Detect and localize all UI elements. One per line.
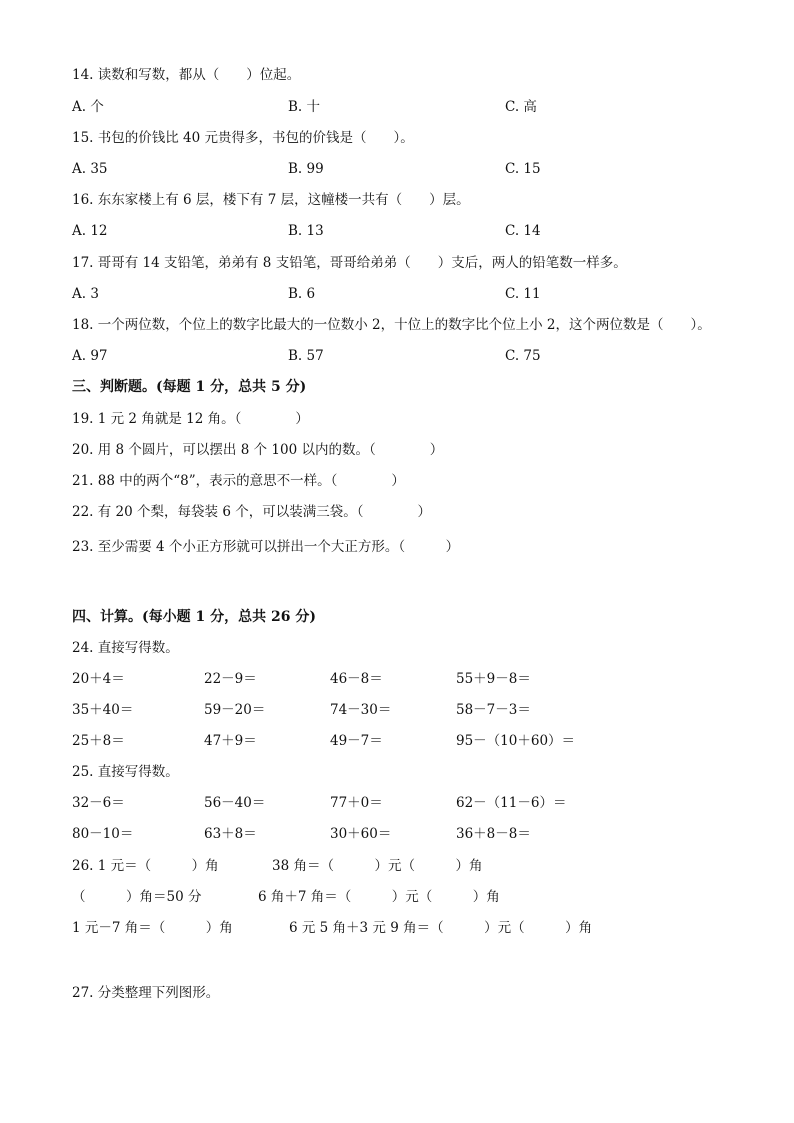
section-3-heading: 三、判断题。(每题 1 分，总共 5 分) [72, 379, 307, 395]
q25-expr: 30＋60＝ [330, 826, 392, 842]
q26-item: 6 元 5 角＋3 元 9 角＝（ ）元（ ）角 [289, 920, 593, 936]
question-27-label: 27. 分类整理下列图形。 [72, 985, 220, 1001]
question-18-stem: 18. 一个两位数，个位上的数字比最大的一位数小 2，十位上的数字比个位上小 2，这个两位数是（ ）。 [72, 317, 711, 333]
question-17-stem: 17. 哥哥有 14 支铅笔，弟弟有 8 支铅笔，哥哥给弟弟（ ）支后，两人的铅笔数一样多。 [72, 255, 627, 271]
question-14-option-b: B. 十 [288, 99, 321, 115]
q25-expr: 62－（11－6）＝ [456, 795, 567, 811]
q25-expr: 77＋0＝ [330, 795, 383, 811]
question-17-option-b: B. 6 [288, 286, 316, 302]
question-16-stem: 16. 东东家楼上有 6 层，楼下有 7 层，这幢楼一共有（ ）层。 [72, 192, 470, 208]
question-18-option-b: B. 57 [288, 348, 324, 364]
q24-expr: 46－8＝ [330, 671, 383, 687]
q26-item: 38 角＝（ ）元（ ）角 [272, 858, 483, 874]
q24-expr: 35＋40＝ [72, 702, 134, 718]
q24-expr: 55＋9－8＝ [456, 671, 531, 687]
q24-expr: 25＋8＝ [72, 733, 125, 749]
question-25-label: 25. 直接写得数。 [72, 764, 179, 780]
judgment-item-23: 23. 至少需要 4 个小正方形就可以拼出一个大正方形。（ ） [72, 539, 460, 555]
q25-expr: 36＋8－8＝ [456, 826, 531, 842]
q25-expr: 80－10＝ [72, 826, 134, 842]
q24-expr: 47＋9＝ [204, 733, 257, 749]
q25-expr: 63＋8＝ [204, 826, 257, 842]
q24-expr: 20＋4＝ [72, 671, 125, 687]
question-14-stem: 14. 读数和写数，都从（ ）位起。 [72, 67, 301, 83]
q25-expr: 56－40＝ [204, 795, 266, 811]
question-17-option-c: C. 11 [505, 286, 541, 302]
q24-expr: 22－9＝ [204, 671, 257, 687]
q24-expr: 49－7＝ [330, 733, 383, 749]
question-15-option-b: B. 99 [288, 161, 324, 177]
question-14-option-a: A. 个 [72, 99, 104, 115]
section-4-heading: 四、计算。(每小题 1 分，总共 26 分) [72, 609, 316, 625]
q25-expr: 32－6＝ [72, 795, 125, 811]
q26-item: 1 元－7 角＝（ ）角 [72, 920, 233, 936]
question-15-stem: 15. 书包的价钱比 40 元贵得多，书包的价钱是（ ）。 [72, 130, 414, 146]
question-24-label: 24. 直接写得数。 [72, 640, 179, 656]
question-14-option-c: C. 高 [505, 99, 537, 115]
q24-expr: 59－20＝ [204, 702, 266, 718]
question-18-option-a: A. 97 [72, 348, 108, 364]
judgment-item-19: 19. 1 元 2 角就是 12 角。（ ） [72, 411, 309, 427]
question-15-option-c: C. 15 [505, 161, 541, 177]
judgment-item-22: 22. 有 20 个梨，每袋装 6 个，可以装满三袋。（ ） [72, 504, 431, 520]
q24-expr: 58－7－3＝ [456, 702, 531, 718]
q26-item: 26. 1 元＝（ ）角 [72, 858, 219, 874]
judgment-item-21: 21. 88 中的两个“8”，表示的意思不一样。（ ） [72, 473, 405, 489]
question-16-option-b: B. 13 [288, 223, 324, 239]
judgment-item-20: 20. 用 8 个圆片，可以摆出 8 个 100 以内的数。（ ） [72, 442, 444, 458]
question-16-option-a: A. 12 [72, 223, 108, 239]
q26-item: （ ）角＝50 分 [72, 889, 202, 905]
q24-expr: 74－30＝ [330, 702, 392, 718]
question-18-option-c: C. 75 [505, 348, 541, 364]
q26-item: 6 角＋7 角＝（ ）元（ ）角 [258, 889, 500, 905]
question-17-option-a: A. 3 [72, 286, 99, 302]
question-16-option-c: C. 14 [505, 223, 541, 239]
q24-expr: 95－（10＋60）＝ [456, 733, 576, 749]
question-15-option-a: A. 35 [72, 161, 108, 177]
